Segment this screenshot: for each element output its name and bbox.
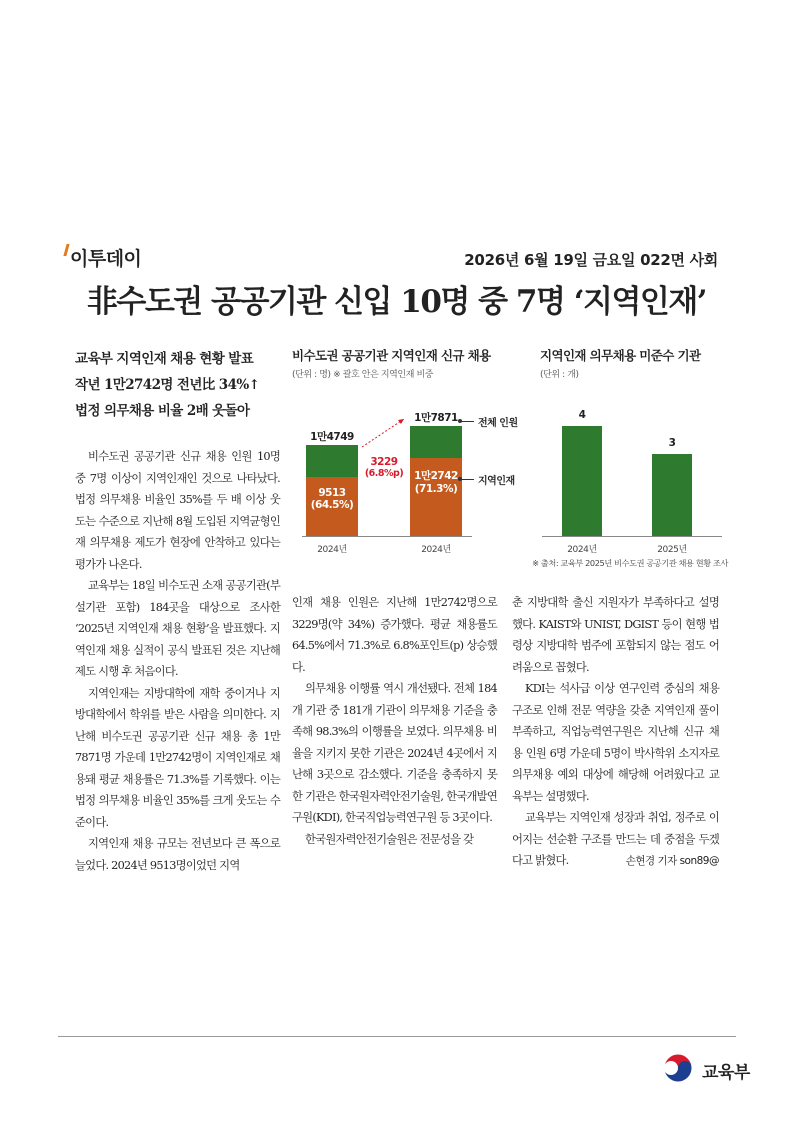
label-local-2024b: 1만2742 (71.3%) [414,469,458,495]
paragraph: 의무채용 이행률 역시 개선됐다. 전체 184개 기관 중 181개 기관이 의무채용 기준을 충족해 98.3%의 이행률을 보였다. 의무채용 비율을 지키지 못한 기관은 2024년 4곳에서 지난해 3곳으로 감소했다. 기준을 충족하지 못한 기관은 한국원자력안전기술원, 한국개발연구원(KDI), 한국직업능력연구원 등 3곳이다. [292,682,497,824]
value-2025: 3 [668,436,676,449]
label-total-2024b: 1만7871 [414,412,458,424]
legend-local: 지역인재 [478,476,515,487]
label-local-2024a: 9513 (64.5%) [310,487,354,512]
dateline: 2026년 6월 19일 금요일 022면 사회 [464,251,718,269]
bar-2024 [562,426,602,536]
x-label-2025: 2025년 [657,545,687,555]
article-column-2 [292,592,497,850]
article-column-3 [512,592,719,873]
legend-local-line [460,479,474,480]
taegeuk-logo-icon [660,1050,696,1086]
footer-rule [58,1036,736,1037]
legend-total: 전체 인원 [478,418,518,429]
diff-arrow [292,346,522,566]
chart-1-plot [292,346,522,566]
diff-label: 3229 (6.8%p) [364,456,404,479]
headline: 非수도권 공공기관 신입 10명 중 7명 ‘지역인재’ [86,284,707,320]
paragraph: 교육부는 지역인재 성장과 취업, 정주로 이어지는 선순환 구조를 만드는 데 중점을 두겠다고 밝혔다. 손현경 기자 son89@ [512,807,719,872]
paragraph: 한국원자력안전기술원은 전문성을 갖 [305,832,474,846]
article-column-1 [75,446,280,876]
bar-2025 [652,454,692,537]
paragraph: 인재 채용 인원은 지난해 1만2742명으로 3229명(약 34%) 증가했다. 평균 채용률도 64.5%에서 71.3%로 6.8%포인트(p) 상승했다. [292,596,497,674]
chart-2-axis [542,536,722,537]
subhead: 작년 1만2742명 전년比 34%↑ [75,377,260,393]
subhead: 교육부 지역인재 채용 현황 발표 [75,351,254,367]
paragraph: 지역인재 채용 규모는 전년보다 큰 폭으로 늘었다. 2024년 9513명이었던 지역 [75,837,280,872]
chart-2-unit: (단위 : 개) [540,370,579,380]
subhead: 법정 의무채용 비율 2배 웃돌아 [75,403,250,419]
subheads [75,346,280,424]
chart-source: ※ 출처: 교육부 2025년 비수도권 공공기관 채용 현황 조사 [532,558,728,568]
chart-1 [292,346,522,566]
paragraph: 지역인재는 지방대학에 재학 중이거나 지방대학에서 학위를 받은 사람을 의미한다. 지난해 비수도권 공공기관 신규 채용 총 1만7871명 가운데 1만2742명이 지역인재로 채용돼 평균 채용률은 71.3%를 기록했다. 이는 법정 의무채용 비율인 35%를 크게 웃도는 수준이다. [75,686,280,829]
paragraph: KDI는 석사급 이상 연구인력 중심의 채용 구조로 인해 전문 역량을 갖춘 지역인재 풀이 부족하고, 직업능력연구원은 지난해 신규 채용 인원 6명 가운데 5명이 박사학위 소지자로 의무채용 예외 대상에 해당해 어려웠다고 교육부는 설명했다. [512,682,719,803]
footer-logo: 교육부 [702,1063,750,1083]
x-label-2024b: 2024년 [421,545,451,555]
value-2024: 4 [578,409,586,421]
paragraph: 춘 지방대학 출신 지원자가 부족하다고 설명했다. KAIST와 UNIST, DGIST 등이 현행 법령상 지방대학 범주에 포함되지 않는 점도 어려움으로 꼽혔다. [512,596,719,674]
chart-1-title: 비수도권 공공기관 지역인재 신규 채용 [292,348,491,363]
masthead: 이투데이 [65,244,141,271]
x-label-2024a: 2024년 [317,545,347,555]
byline: 손현경 기자 son89@ [625,855,719,867]
chart-2 [540,346,730,566]
chart-1-unit: (단위 : 명) ※ 괄호 안은 지역인재 비중 [292,370,434,380]
legend-total-line [460,421,474,422]
paragraph: 교육부는 18일 비수도권 소재 공공기관(부설기관 포함) 184곳을 대상으로 조사한 ‘2025년 지역인재 채용 현황’을 발표했다. 지역인재 채용 실적이 공식 발표된 것은 지난해 제도 시행 후 처음이다. [75,579,280,678]
paragraph: 비수도권 공공기관 신규 채용 인원 10명 중 7명 이상이 지역인재인 것으로 나타났다. 법정 의무채용 비율인 35%를 두 배 이상 웃도는 수준으로 지난해 8월 도입된 지역균형인재 의무채용 제도가 현장에 안착하고 있다는 평가가 나온다. [75,450,280,571]
label-total-2024a: 1만4749 [310,431,354,444]
x-label-2024: 2024년 [567,545,597,555]
chart-2-title: 지역인재 의무채용 미준수 기관 [540,348,701,363]
masthead-accent [63,244,69,256]
